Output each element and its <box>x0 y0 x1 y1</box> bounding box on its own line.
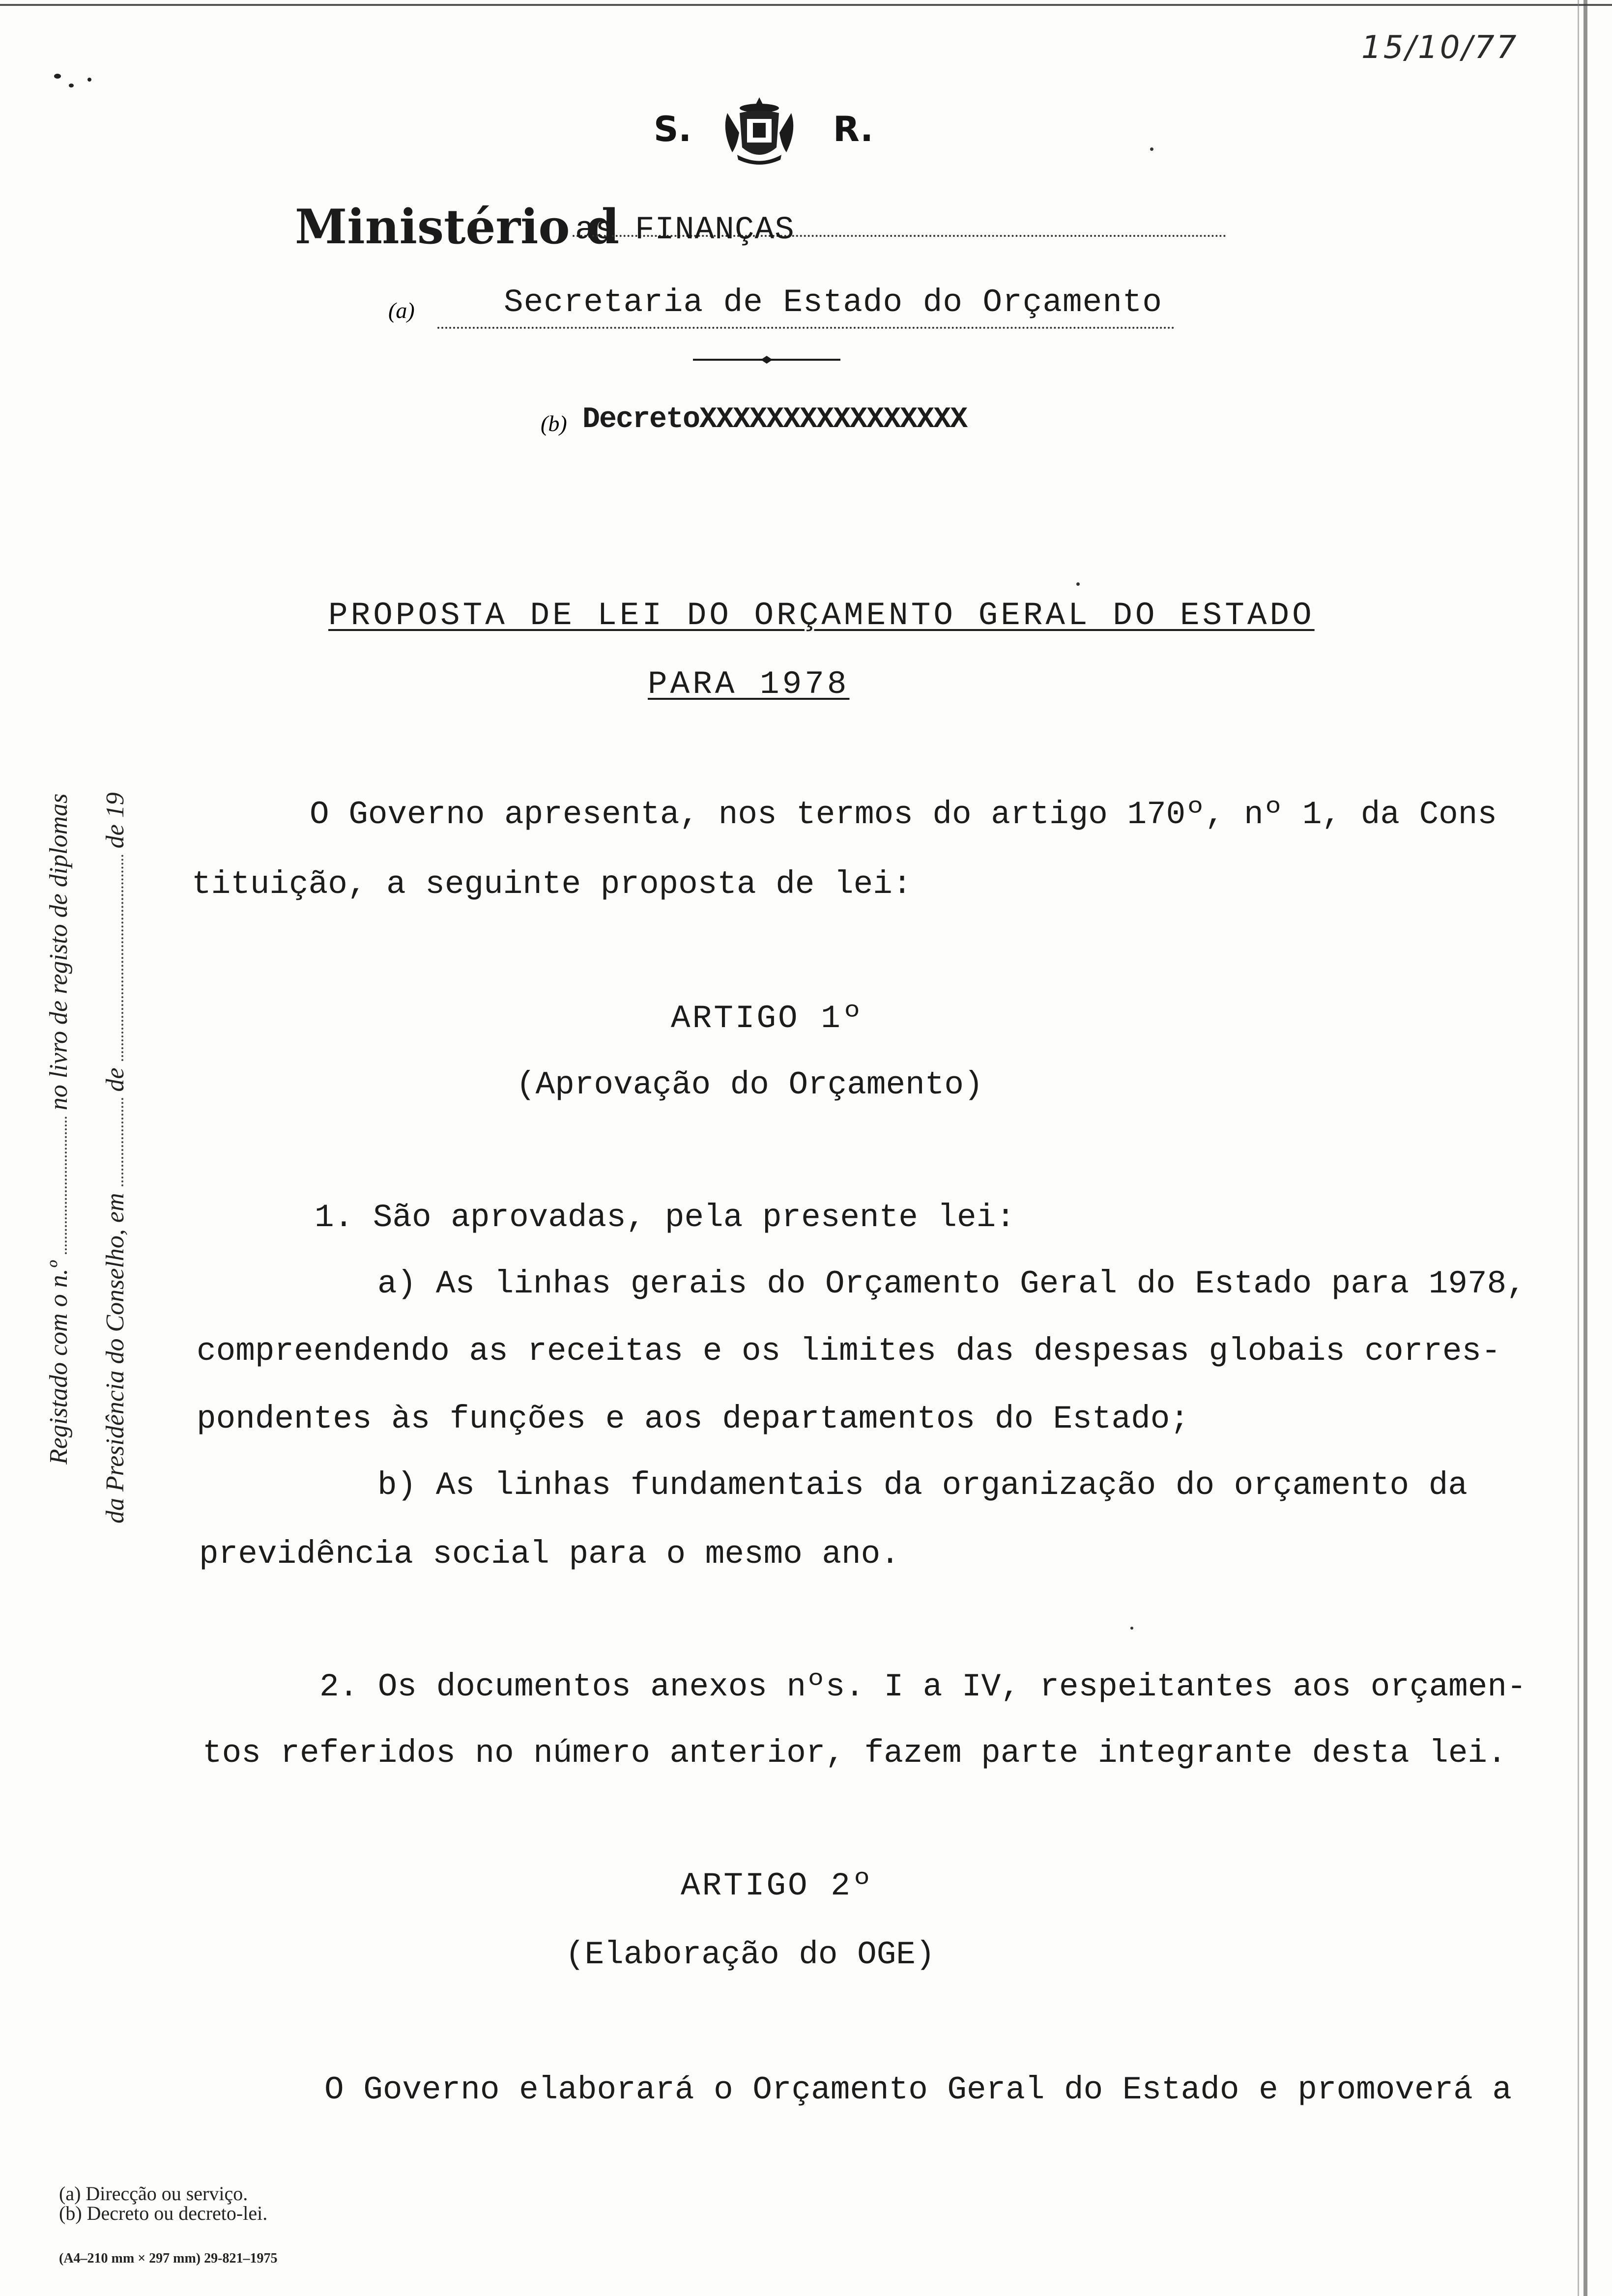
footnote-a: (a) Direcção ou serviço. <box>59 2182 248 2205</box>
article-1-item-b-line-1: b) As linhas fundamentais da organização do orçamento da <box>377 1467 1468 1504</box>
margin-line2-c: de 19 <box>101 792 129 849</box>
article-1-paragraph-2-line-2: tos referidos no número anterior, fazem parte integrante desta lei. <box>202 1735 1507 1772</box>
document-title-line-1: PROPOSTA DE LEI DO ORÇAMENTO GERAL DO ESTADO <box>328 597 1315 634</box>
r-letter: R. <box>833 109 873 149</box>
article-1-item-b-line-2: previdência social para o mesmo ano. <box>199 1536 900 1573</box>
form-code: (A4–210 mm × 297 mm) 29-821–1975 <box>59 2251 278 2266</box>
coat-of-arms-icon <box>718 93 801 167</box>
top-edge-line <box>0 4 1612 6</box>
s-letter: S. <box>654 109 692 149</box>
scan-speck <box>87 78 91 82</box>
right-edge-line <box>1578 0 1579 2296</box>
article-2-subheading: (Elaboração do OGE) <box>565 1936 935 1973</box>
article-1-item-a-line-1: a) As linhas gerais do Orçamento Geral do Estado para 1978, <box>377 1265 1526 1302</box>
footnote-b: (b) Decreto ou decreto-lei. <box>59 2202 268 2224</box>
right-edge-shadow <box>1583 0 1587 2296</box>
scan-speck <box>1150 147 1153 151</box>
article-1-paragraph-1: 1. São aprovadas, pela presente lei: <box>315 1199 1015 1236</box>
margin-registration-line-2 <box>101 792 130 1523</box>
margin-line1-a: Registado com o n.º <box>45 1261 73 1464</box>
article-1-item-a-line-3: pondentes às funções e aos departamentos do Estado; <box>197 1401 1189 1437</box>
marker-b: (b) <box>541 411 567 436</box>
document-title-line-2: PARA 1978 <box>648 666 850 703</box>
article-1-item-a-line-2: compreendendo as receitas e os limites das despesas globais corres- <box>197 1333 1501 1370</box>
intro-line-2: tituição, a seguinte proposta de lei: <box>192 866 912 903</box>
article-1-subheading: (Aprovação do Orçamento) <box>516 1066 983 1103</box>
ministry-name: as FINANÇAS <box>575 211 795 248</box>
margin-line2-b: de <box>101 1067 129 1092</box>
marker-a: (a) <box>388 298 415 323</box>
margin-line2-a: da Presidência do Conselho, em <box>101 1193 129 1523</box>
department-dotted-line <box>437 327 1175 329</box>
scan-speck <box>69 84 74 87</box>
ministry-label: Ministério d <box>295 199 620 255</box>
scan-speck <box>1076 582 1080 586</box>
article-1-paragraph-2-line-1: 2. Os documentos anexos nºs. I a IV, respeitantes aos orçamen- <box>319 1668 1526 1705</box>
ornament-divider <box>693 355 840 365</box>
margin-registration-line-1 <box>44 794 73 1464</box>
handwritten-date: 15/10/77 <box>1361 29 1519 66</box>
margin-line1-b: no livro de registo de diplomas <box>45 793 73 1111</box>
scan-speck <box>1130 1627 1133 1630</box>
department-name: Secretaria de Estado do Orçamento <box>504 284 1163 321</box>
intro-line-1: O Governo apresenta, nos termos do artigo 170º, nº 1, da Cons <box>310 796 1497 833</box>
article-2-line-1: O Governo elaborará o Orçamento Geral do Estado e promoverá a <box>324 2071 1512 2108</box>
decree-struck-text: DecretoXXXXXXXXXXXXXXXX <box>582 403 967 436</box>
scan-speck <box>54 74 61 79</box>
article-2-heading: ARTIGO 2º <box>681 1867 874 1904</box>
article-1-heading: ARTIGO 1º <box>671 1000 864 1037</box>
